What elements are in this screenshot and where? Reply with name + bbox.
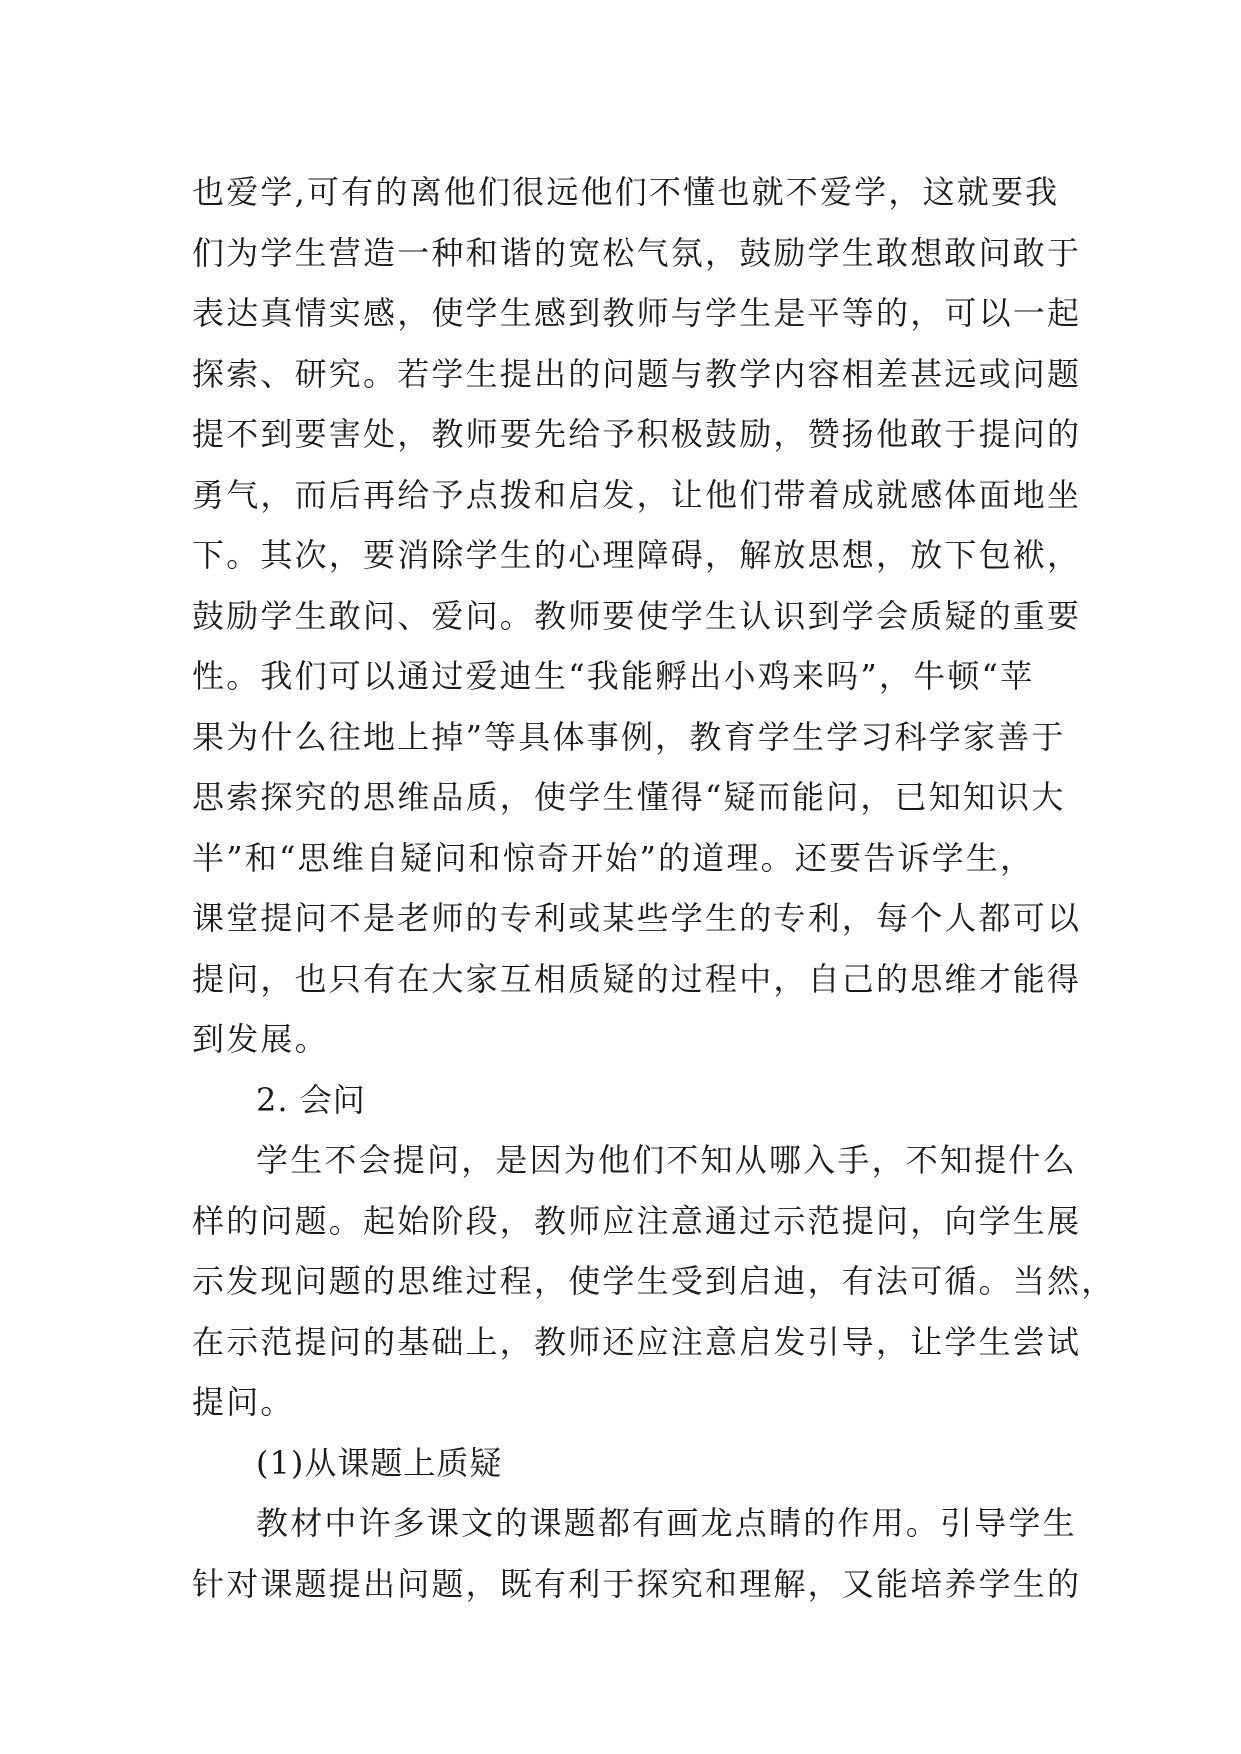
text-line: 鼓励学生敢问、爱问。教师要使学生认识到学会质疑的重要 (192, 596, 1082, 635)
section-heading-2: 2. 会问 (256, 1080, 366, 1119)
text-line: 提问，也只有在大家互相质疑的过程中，自己的思维才能得 (192, 959, 1082, 998)
paragraph-2 (192, 1130, 1116, 1433)
text-line: 思索探究的思维品质，使学生懂得“疑而能问，已知知识大 (192, 778, 1066, 816)
text-line: 提问。 (192, 1383, 295, 1421)
text-line: 在示范提问的基础上，教师还应注意启发引导，让学生尝试 (192, 1322, 1082, 1361)
paragraph-3 (192, 1493, 1082, 1614)
document-page (192, 162, 1116, 1614)
text-line: 教材中许多课文的课题都有画龙点睛的作用。引导学生 (256, 1504, 1077, 1542)
text-line: 针对课题提出问题，既有利于探究和理解，又能培养学生的 (192, 1564, 1082, 1603)
text-line: 学生不会提问，是因为他们不知从哪入手，不知提什么 (256, 1141, 1077, 1179)
text-line: 样的问题。起始阶段，教师应注意通过示范提问，向学生展 (192, 1201, 1082, 1240)
text-line: 勇气，而后再给予点拨和启发，让他们带着成就感体面地坐 (192, 475, 1082, 514)
text-line: 提不到要害处，教师要先给予积极鼓励，赞扬他敢于提问的 (192, 415, 1082, 453)
paragraph-1 (192, 162, 1082, 1070)
text-line: 到发展。 (192, 1020, 329, 1058)
text-line: 表达真情实感，使学生感到教师与学生是平等的，可以一起 (192, 294, 1082, 332)
section-heading-3: (1)从课题上质疑 (256, 1443, 503, 1482)
text-line: 也爱学,可有的离他们很远他们不懂也就不爱学，这就要我 (192, 173, 1060, 211)
text-line: 半”和“思维自疑问和惊奇开始”的道理。还要告诉学生， (192, 838, 1035, 877)
text-line: 下。其次，要消除学生的心理障碍，解放思想，放下包袱， (192, 536, 1082, 574)
text-line: 探索、研究。若学生提出的问题与教学内容相差甚远或问题 (192, 354, 1082, 393)
text-line: 果为什么往地上掉”等具体事例，教育学生学习科学家善于 (192, 717, 1066, 756)
text-line: 课堂提问不是老师的专利或某些学生的专利，每个人都可以 (192, 899, 1082, 937)
text-line: 性。我们可以通过爱迪生“我能孵出小鸡来吗”，牛顿“苹 (192, 657, 1035, 695)
text-line: 们为学生营造一种和谐的宽松气氛，鼓励学生敢想敢问敢于 (192, 233, 1082, 272)
text-line: 示发现问题的思维过程，使学生受到启迪，有法可循。当然， (192, 1262, 1116, 1300)
